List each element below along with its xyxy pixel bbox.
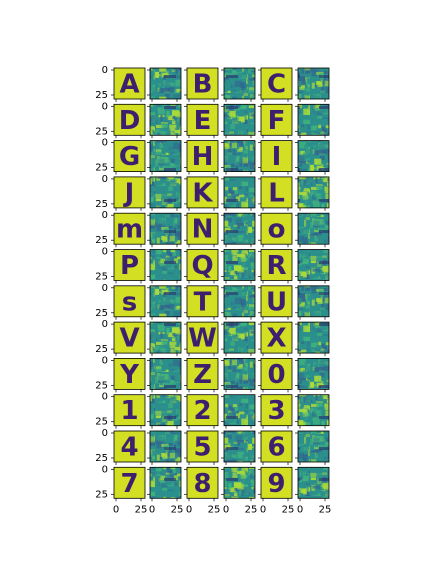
y-tick-label: 25 (95, 344, 108, 356)
feature-map-panel (295, 358, 329, 392)
character-glyph: C (266, 69, 287, 100)
y-tick-label: 25 (95, 198, 108, 210)
feature-map-panel (147, 213, 181, 247)
character-glyph: 6 (267, 432, 286, 463)
feature-map-panel (147, 141, 181, 175)
x-tick-label: 25 (281, 504, 295, 516)
character-image-panel (258, 322, 292, 356)
character-glyph: m (115, 214, 144, 245)
y-tick-label: 25 (95, 380, 108, 392)
x-tick-label: 25 (207, 504, 221, 516)
character-glyph: J (124, 178, 135, 209)
grid-row (95, 428, 329, 465)
character-image-panel (184, 250, 218, 284)
y-tick-label: 0 (101, 282, 108, 294)
feature-map-panel (221, 68, 255, 102)
y-tick-label: 25 (95, 453, 108, 464)
y-tick-label: 25 (95, 416, 108, 428)
character-image-panel (111, 141, 145, 175)
feature-map-panel (221, 467, 255, 501)
x-tick-label: 25 (244, 504, 258, 516)
character-glyph: Y (120, 359, 139, 390)
y-tick-label: 0 (101, 464, 108, 476)
character-glyph: E (193, 105, 212, 136)
grid-row (95, 355, 329, 392)
character-image-panel (258, 141, 292, 175)
character-glyph: H (191, 142, 214, 173)
feature-map-panel (295, 213, 329, 247)
grid-row (95, 138, 329, 175)
feature-map-panel (221, 141, 255, 175)
character-image-panel (184, 104, 218, 138)
character-image-panel (184, 358, 218, 392)
character-image-panel (111, 213, 145, 247)
y-tick-label: 25 (95, 489, 108, 501)
y-tick-label: 0 (101, 355, 108, 367)
character-image-panel (258, 68, 292, 102)
character-image-panel (111, 68, 145, 102)
feature-map-panel (147, 177, 181, 211)
character-image-panel (111, 395, 145, 429)
feature-map-panel (147, 358, 181, 392)
feature-map-panel (147, 322, 181, 356)
character-image-panel (184, 467, 218, 501)
feature-map-panel (295, 104, 329, 138)
feature-map-panel (221, 395, 255, 429)
feature-map-panel (147, 467, 181, 501)
feature-map-panel (147, 68, 181, 102)
y-tick-label: 25 (95, 271, 108, 283)
character-image-panel (111, 250, 145, 284)
x-tick-label: 0 (222, 504, 230, 516)
feature-map-panel (221, 250, 255, 284)
feature-map-panel (221, 322, 255, 356)
feature-map-panel (295, 431, 329, 465)
y-tick-label: 0 (101, 101, 108, 113)
character-image-panel (111, 431, 145, 465)
character-glyph: s (121, 287, 138, 318)
feature-map-panel (221, 286, 255, 320)
character-image-panel (184, 286, 218, 320)
x-tick-label: 0 (148, 504, 156, 516)
character-glyph: V (119, 323, 140, 354)
character-glyph: Z (193, 359, 212, 390)
character-image-panel (184, 68, 218, 102)
character-image-panel (258, 213, 292, 247)
y-tick-label: 25 (95, 126, 108, 138)
x-tick-label: 0 (185, 504, 193, 516)
character-image-panel (111, 104, 145, 138)
character-image-panel (184, 213, 218, 247)
y-tick-label: 0 (101, 428, 108, 439)
character-image-panel (258, 177, 292, 211)
character-glyph: 5 (193, 432, 212, 463)
character-image-panel (184, 141, 218, 175)
y-tick-label: 25 (95, 90, 108, 101)
character-image-panel (111, 467, 145, 501)
y-tick-label: 0 (101, 319, 108, 331)
character-glyph: 9 (267, 468, 286, 499)
character-glyph: A (119, 69, 140, 100)
character-glyph: F (267, 105, 286, 136)
feature-map-panel (147, 286, 181, 320)
y-tick-label: 25 (95, 162, 108, 174)
character-image-panel (258, 286, 292, 320)
y-tick-label: 25 (95, 235, 108, 247)
character-glyph: R (266, 251, 287, 281)
character-glyph: 4 (120, 432, 139, 463)
feature-map-panel (221, 213, 255, 247)
feature-map-panel (295, 250, 329, 284)
x-tick-label: 25 (318, 504, 332, 516)
character-glyph: U (265, 287, 288, 318)
character-image-panel (111, 322, 145, 356)
character-image-panel (184, 431, 218, 465)
feature-map-panel (147, 431, 181, 465)
feature-map-panel (221, 358, 255, 392)
character-glyph: Q (191, 251, 214, 281)
y-tick-label: 0 (101, 391, 108, 403)
character-image-panel (258, 358, 292, 392)
character-glyph: W (188, 323, 217, 354)
character-image-panel (258, 431, 292, 465)
character-glyph: 0 (267, 359, 286, 390)
character-glyph: 1 (120, 396, 139, 427)
x-tick-label: 0 (259, 504, 267, 516)
character-glyph: G (118, 142, 141, 173)
grid-row (95, 174, 329, 211)
y-tick-label: 0 (101, 65, 108, 76)
character-glyph: N (191, 214, 214, 245)
grid-row (95, 65, 329, 102)
feature-map-panel (295, 177, 329, 211)
feature-map-panel (295, 322, 329, 356)
character-image-panel (184, 322, 218, 356)
feature-map-panel (221, 431, 255, 465)
character-image-panel (258, 104, 292, 138)
character-image-panel (184, 177, 218, 211)
character-glyph: I (271, 142, 282, 173)
character-glyph: 8 (193, 468, 212, 499)
feature-map-panel (147, 395, 181, 429)
character-glyph: D (118, 105, 141, 136)
grid-row (95, 464, 329, 501)
feature-map-panel (295, 286, 329, 320)
character-glyph: B (192, 69, 213, 100)
y-tick-label: 0 (101, 246, 108, 258)
character-glyph: T (193, 287, 212, 318)
character-image-panel (258, 467, 292, 501)
character-image-panel (111, 358, 145, 392)
character-glyph: 3 (267, 396, 286, 427)
grid-row (95, 101, 329, 138)
character-glyph: 7 (120, 468, 139, 499)
feature-map-panel (147, 250, 181, 284)
grid-row (95, 392, 329, 429)
x-tick-label: 0 (112, 504, 120, 516)
y-tick-label: 0 (101, 137, 108, 149)
y-tick-label: 25 (95, 307, 108, 319)
feature-map-panel (295, 395, 329, 429)
feature-map-panel (221, 177, 255, 211)
feature-map-panel (295, 68, 329, 102)
character-image-panel (111, 177, 145, 211)
character-glyph: L (268, 178, 285, 209)
x-tick-labels (113, 504, 332, 515)
character-glyph: K (192, 178, 213, 209)
character-glyph: 2 (193, 396, 212, 427)
feature-map-panel (295, 467, 329, 501)
feature-map-panel (295, 141, 329, 175)
character-image-panel (111, 286, 145, 320)
x-tick-label: 25 (134, 504, 148, 516)
grid-row (95, 319, 329, 356)
character-image-panel (258, 395, 292, 429)
grid-row (95, 283, 329, 320)
character-glyph: P (119, 251, 140, 281)
character-glyph: o (267, 214, 286, 245)
character-glyph: X (266, 323, 287, 354)
character-image-panel (184, 395, 218, 429)
x-tick-label: 25 (170, 504, 184, 516)
x-tick-label: 0 (296, 504, 304, 516)
feature-map-panel (147, 104, 181, 138)
grid-row (95, 247, 329, 284)
y-tick-label: 0 (101, 173, 108, 185)
y-tick-label: 0 (101, 210, 108, 222)
grid-row (95, 210, 329, 247)
feature-map-panel (221, 104, 255, 138)
character-image-panel (258, 250, 292, 284)
